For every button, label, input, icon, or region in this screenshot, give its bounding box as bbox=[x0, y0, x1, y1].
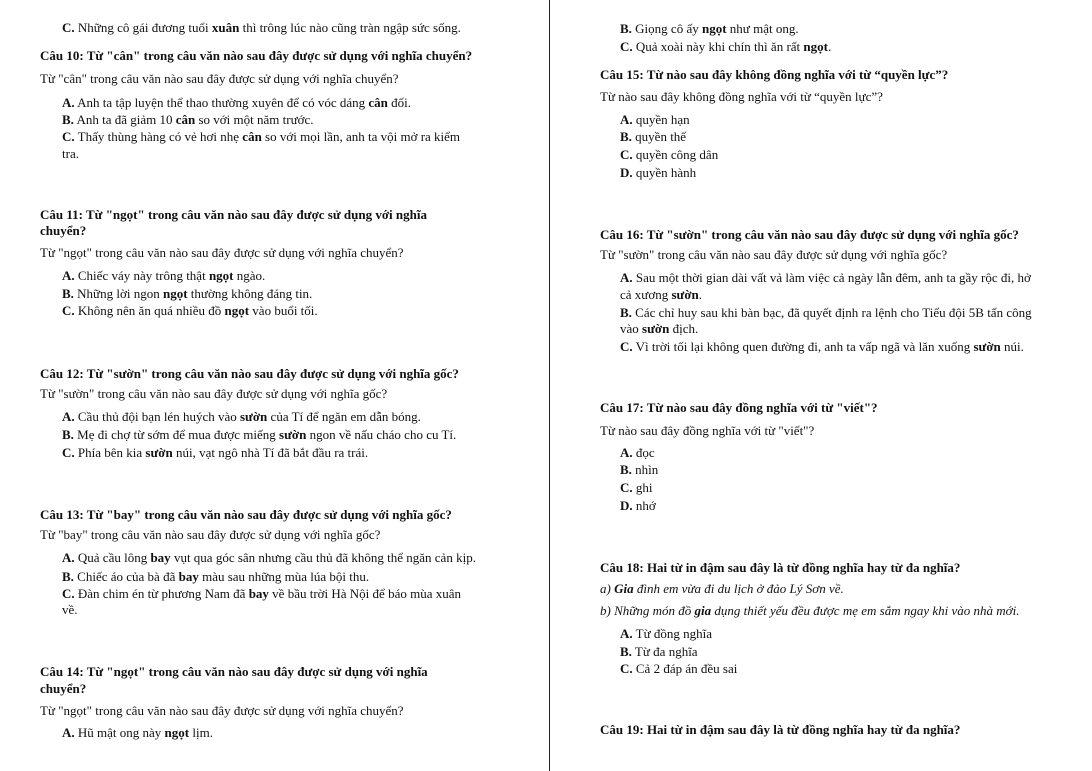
option-text: Hũ mật ong này bbox=[74, 725, 165, 740]
bold-word: cân bbox=[242, 129, 262, 144]
q18-sentence-a bbox=[600, 581, 844, 596]
option-label: B. bbox=[620, 644, 632, 659]
q12-option-a bbox=[62, 409, 421, 424]
bold-word: bay bbox=[178, 569, 199, 584]
option-label: A. bbox=[620, 112, 633, 127]
option-text: ngào. bbox=[233, 268, 266, 283]
q10-title: Câu 10: Từ "cân" trong câu văn nào sau đây được sử dụng với nghĩa chuyển? bbox=[40, 48, 473, 63]
option-text: Những cô gái đương tuổi bbox=[74, 20, 212, 35]
q19-title: Câu 19: Hai từ in đậm sau đây là từ đồng nghĩa hay từ đa nghĩa? bbox=[600, 722, 961, 737]
q17-option-a bbox=[620, 445, 655, 460]
option-text: địch. bbox=[669, 321, 699, 336]
option-text: thường không đáng tin. bbox=[187, 286, 313, 301]
option-text: Các chỉ huy sau khi bàn bạc, đã quyết định ra lệnh cho Tiểu đội 5B tấn công bbox=[631, 305, 1032, 320]
bold-word: sườn bbox=[240, 409, 268, 424]
q15-option-d bbox=[620, 165, 696, 180]
option-label: B. bbox=[62, 112, 74, 127]
option-label: A. bbox=[620, 445, 633, 460]
bold-word: Gia bbox=[614, 581, 634, 596]
option-label: B. bbox=[620, 21, 632, 36]
option-text: quyền hạn bbox=[632, 112, 690, 127]
bold-word: ngọt bbox=[164, 725, 190, 740]
option-text: Từ đa nghĩa bbox=[631, 644, 698, 659]
option-label: A. bbox=[620, 626, 633, 641]
option-text: thì trông lúc nào cũng tràn ngập sức sống. bbox=[239, 20, 461, 35]
q14-option-b bbox=[620, 21, 799, 36]
option-text: Quả xoài này khi chín thì ăn rất bbox=[632, 39, 804, 54]
option-label: C. bbox=[62, 303, 75, 318]
option-label: D. bbox=[620, 165, 633, 180]
option-text: cả xương bbox=[620, 287, 672, 302]
q15-option-c bbox=[620, 147, 718, 162]
q18-sentence-b bbox=[600, 603, 1019, 618]
q15-option-a bbox=[620, 112, 690, 127]
option-label: C. bbox=[620, 39, 633, 54]
q16-title: Câu 16: Từ "sườn" trong câu văn nào sau đây được sử dụng với nghĩa gốc? bbox=[600, 227, 1019, 242]
option-text: Vì trời tối lại không quen đường đi, anh ta vấp ngã và lăn xuống bbox=[632, 339, 974, 354]
bold-word: bay bbox=[248, 586, 269, 601]
option-text: Phía bên kia bbox=[74, 445, 146, 460]
option-text: ghi bbox=[632, 480, 653, 495]
q12-option-b bbox=[62, 427, 456, 442]
q16-option-b-cont bbox=[620, 321, 698, 336]
option-text: nhớ bbox=[632, 498, 656, 513]
q17-prompt: Từ nào sau đây đồng nghĩa với từ "viết"? bbox=[600, 423, 815, 438]
option-text: quyền công dân bbox=[632, 147, 719, 162]
option-text: Giọng cô ấy bbox=[631, 21, 702, 36]
sentence-text: b) Những món đồ bbox=[600, 603, 695, 618]
option-label: A. bbox=[62, 550, 75, 565]
column-divider bbox=[549, 0, 550, 771]
bold-word: sườn bbox=[671, 287, 699, 302]
option-label: C. bbox=[62, 445, 75, 460]
q10-option-c bbox=[62, 129, 460, 144]
q17-option-c bbox=[620, 480, 653, 495]
option-text: nhìn bbox=[631, 462, 659, 477]
option-text: Thấy thùng hàng có vẻ hơi nhẹ bbox=[74, 129, 243, 144]
q11-option-a bbox=[62, 268, 265, 283]
q18-option-a bbox=[620, 626, 712, 641]
q12-title: Câu 12: Từ "sườn" trong câu văn nào sau đây được sử dụng với nghĩa gốc? bbox=[40, 366, 459, 381]
bold-word: ngọt bbox=[701, 21, 727, 36]
q12-option-c bbox=[62, 445, 368, 460]
bold-word: cân bbox=[175, 112, 196, 127]
option-label: C. bbox=[62, 586, 75, 601]
bold-word: ngọt bbox=[803, 39, 828, 54]
bold-word: sườn bbox=[973, 339, 1001, 354]
option-text: núi, vạt ngô nhà Tí đã bắt đầu ra trái. bbox=[172, 445, 369, 460]
q14-option-a bbox=[62, 725, 213, 740]
option-text: Đàn chim én từ phương Nam đã bbox=[74, 586, 249, 601]
q13-option-c-cont: về. bbox=[62, 602, 78, 617]
q15-option-b bbox=[620, 129, 686, 144]
q14-prompt: Từ "ngọt" trong câu văn nào sau đây được sử dụng với nghĩa chuyển? bbox=[40, 703, 404, 718]
q11-prompt: Từ "ngọt" trong câu văn nào sau đây được sử dụng với nghĩa chuyển? bbox=[40, 245, 404, 260]
q14-title-cont: chuyển? bbox=[40, 681, 87, 696]
q16-prompt: Từ "sườn" trong câu văn nào sau đây được sử dụng với nghĩa gốc? bbox=[600, 247, 948, 262]
option-text: Từ đồng nghĩa bbox=[632, 626, 713, 641]
option-label: C. bbox=[62, 20, 75, 35]
bold-word: ngọt bbox=[224, 303, 250, 318]
bold-word: sườn bbox=[279, 427, 307, 442]
q9-option-c bbox=[62, 20, 461, 35]
q13-option-b bbox=[62, 569, 369, 584]
q12-prompt: Từ "sườn" trong câu văn nào sau đây được sử dụng với nghĩa gốc? bbox=[40, 386, 388, 401]
option-text: . bbox=[698, 287, 703, 302]
q18-option-b bbox=[620, 644, 698, 659]
option-label: D. bbox=[620, 498, 633, 513]
q17-title: Câu 17: Từ nào sau đây đồng nghĩa với từ "viết"? bbox=[600, 400, 878, 415]
bold-word: ngọt bbox=[162, 286, 188, 301]
option-text: Chiếc váy này trông thật bbox=[74, 268, 209, 283]
bold-word: sườn bbox=[145, 445, 173, 460]
bold-word: bay bbox=[150, 550, 171, 565]
q13-option-a bbox=[62, 550, 476, 565]
q16-option-a bbox=[620, 270, 1031, 285]
option-text: Không nên ăn quá nhiều đồ bbox=[74, 303, 225, 318]
option-text: đối. bbox=[387, 95, 411, 110]
q17-option-b bbox=[620, 462, 658, 477]
option-text: vụt qua góc sân nhưng cầu thủ đã không thể ngăn cản kịp. bbox=[170, 550, 476, 565]
option-label: B. bbox=[620, 129, 632, 144]
option-text: quyền hành bbox=[632, 165, 697, 180]
q11-title: Câu 11: Từ "ngọt" trong câu văn nào sau đây được sử dụng với nghĩa bbox=[40, 207, 427, 222]
q14-title: Câu 14: Từ "ngọt" trong câu văn nào sau đây được sử dụng với nghĩa bbox=[40, 664, 428, 679]
q11-option-b bbox=[62, 286, 312, 301]
option-text: về bầu trời Hà Nội để báo mùa xuân bbox=[268, 586, 461, 601]
option-label: C. bbox=[620, 661, 633, 676]
option-text: màu sau những mùa lúa bội thu. bbox=[198, 569, 370, 584]
option-label: B. bbox=[620, 462, 632, 477]
option-text: Anh ta đã giảm 10 bbox=[73, 112, 176, 127]
option-text: Những lời ngon bbox=[73, 286, 163, 301]
option-text: Chiếc áo của bà đã bbox=[73, 569, 179, 584]
option-text: Cầu thủ đội bạn lén huých vào bbox=[74, 409, 240, 424]
sentence-text: đình em vừa đi du lịch ở đảo Lý Sơn về. bbox=[633, 581, 844, 596]
option-label: B. bbox=[62, 569, 74, 584]
q10-option-b bbox=[62, 112, 314, 127]
option-text: so với một năm trước. bbox=[195, 112, 314, 127]
option-text: Quả cầu lông bbox=[74, 550, 151, 565]
bold-word: sườn bbox=[642, 321, 670, 336]
option-text: của Tí để ngăn em dẫn bóng. bbox=[267, 409, 421, 424]
q15-prompt: Từ nào sau đây không đồng nghĩa với từ “quyền lực”? bbox=[600, 89, 883, 104]
option-text: như mật ong. bbox=[726, 21, 799, 36]
option-text: lịm. bbox=[189, 725, 213, 740]
bold-word: cân bbox=[368, 95, 388, 110]
option-label: B. bbox=[62, 286, 74, 301]
option-text: đọc bbox=[632, 445, 655, 460]
option-text: . bbox=[827, 39, 832, 54]
q18-option-c bbox=[620, 661, 737, 676]
option-label: A. bbox=[62, 409, 75, 424]
sentence-text: dụng thiết yếu đều được mẹ em sắm ngay khi vào nhà mới. bbox=[711, 603, 1020, 618]
option-text: quyền thế bbox=[631, 129, 687, 144]
option-label: C. bbox=[620, 480, 633, 495]
bold-word: gia bbox=[694, 603, 712, 618]
option-text: ngon về nấu cháo cho cu Tí. bbox=[306, 427, 457, 442]
q10-option-c-cont: tra. bbox=[62, 146, 79, 161]
q16-option-b bbox=[620, 305, 1032, 320]
q11-option-c bbox=[62, 303, 318, 318]
q10-prompt: Từ "cân" trong câu văn nào sau đây được sử dụng với nghĩa chuyển? bbox=[40, 71, 399, 86]
q10-option-a bbox=[62, 95, 411, 110]
option-label: A. bbox=[62, 95, 75, 110]
option-text: so với mọi lần, anh ta vội mở ra kiểm bbox=[261, 129, 461, 144]
option-text: vào bbox=[620, 321, 643, 336]
q13-prompt: Từ "bay" trong câu văn nào sau đây được sử dụng với nghĩa gốc? bbox=[40, 527, 381, 542]
option-text: Mẹ đi chợ từ sớm để mua được miếng bbox=[73, 427, 280, 442]
q16-option-c bbox=[620, 339, 1024, 354]
option-label: C. bbox=[620, 339, 633, 354]
sentence-text: a) bbox=[600, 581, 615, 596]
q14-option-c bbox=[620, 39, 831, 54]
option-label: A. bbox=[62, 268, 75, 283]
q13-option-c bbox=[62, 586, 461, 601]
q16-option-a-cont bbox=[620, 287, 702, 302]
option-label: A. bbox=[620, 270, 633, 285]
option-text: vào buổi tối. bbox=[249, 303, 318, 318]
option-label: B. bbox=[620, 305, 632, 320]
option-label: C. bbox=[62, 129, 75, 144]
option-text: Anh ta tập luyện thể thao thường xuyên để có vóc dáng bbox=[74, 95, 369, 110]
bold-word: ngọt bbox=[208, 268, 234, 283]
option-text: Cả 2 đáp án đều sai bbox=[632, 661, 738, 676]
option-label: B. bbox=[62, 427, 74, 442]
q15-title: Câu 15: Từ nào sau đây không đồng nghĩa với từ “quyền lực”? bbox=[600, 67, 949, 82]
option-label: C. bbox=[620, 147, 633, 162]
q13-title: Câu 13: Từ "bay" trong câu văn nào sau đây được sử dụng với nghĩa gốc? bbox=[40, 507, 452, 522]
q18-title: Câu 18: Hai từ in đậm sau đây là từ đồng nghĩa hay từ đa nghĩa? bbox=[600, 560, 961, 575]
q11-title-cont: chuyển? bbox=[40, 223, 87, 238]
q17-option-d bbox=[620, 498, 656, 513]
option-text: núi. bbox=[1000, 339, 1024, 354]
bold-word: xuân bbox=[211, 20, 240, 35]
option-label: A. bbox=[62, 725, 75, 740]
option-text: Sau một thời gian dài vất vả làm việc cả ngày lẫn đêm, anh ta gầy rộc đi, hở bbox=[632, 270, 1031, 285]
